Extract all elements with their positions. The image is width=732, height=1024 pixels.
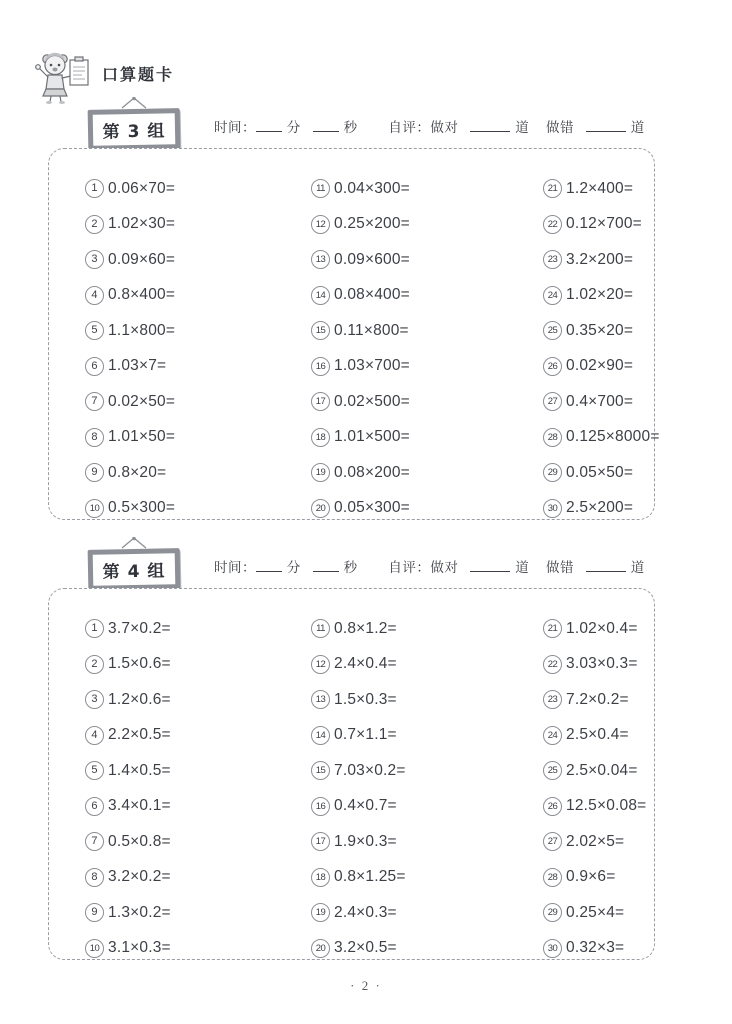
problem-expression[interactable]: 0.5×0.8= [108,832,171,850]
problem-item [85,242,275,278]
problem-number: 25 [543,761,562,780]
problem-item [543,860,732,896]
problem-expression[interactable]: 0.05×50= [566,463,634,481]
problem-expression[interactable]: 0.04×300= [334,179,410,197]
group-badge-3 [88,106,180,150]
minute-blank-4[interactable] [256,571,282,572]
problem-number: 29 [543,903,562,922]
problem-expression[interactable]: 1.4×0.5= [108,761,171,779]
problem-number: 22 [543,215,562,234]
problem-expression[interactable]: 0.25×4= [566,903,625,921]
problem-expression[interactable]: 1.03×700= [334,357,410,375]
problem-number: 28 [543,428,562,447]
problem-item [85,491,275,527]
problem-number: 24 [543,726,562,745]
wrong-blank-4[interactable] [586,571,626,572]
problem-expression[interactable]: 0.8×20= [108,463,167,481]
problem-item [311,349,507,385]
problem-item [543,895,732,931]
problem-number: 18 [311,428,330,447]
problem-column-2 [275,171,507,526]
problem-item [85,931,275,967]
second-unit-3: 秒 [343,120,358,136]
problem-number: 10 [85,939,104,958]
problem-item [85,313,275,349]
problem-expression[interactable]: 0.12×700= [566,215,642,233]
problem-number: 5 [85,321,104,340]
problem-expression[interactable]: 2.02×5= [566,832,625,850]
sign-hook-icon [88,537,180,549]
group-meta-3 [214,116,645,136]
wrong-label-4: 做错 [545,560,574,576]
problem-expression[interactable]: 3.7×0.2= [108,619,171,637]
problem-item [543,718,732,754]
problem-number: 9 [85,463,104,482]
wrong-unit-3: 道 [630,120,645,136]
problem-number: 6 [85,357,104,376]
group-header-3 [0,98,732,154]
problem-item [311,171,507,207]
problem-number: 4 [85,286,104,305]
problem-expression[interactable]: 2.2×0.5= [108,726,171,744]
problem-number: 4 [85,726,104,745]
problem-expression[interactable]: 3.1×0.3= [108,939,171,957]
problem-expression[interactable]: 0.25×200= [334,215,410,233]
problem-expression[interactable]: 1.9×0.3= [334,832,397,850]
problem-number: 20 [311,939,330,958]
problem-expression[interactable]: 3.4×0.1= [108,797,171,815]
problem-expression[interactable]: 0.7×1.1= [334,726,397,744]
problem-number: 12 [311,655,330,674]
problem-expression[interactable]: 1.1×800= [108,321,176,339]
problem-number: 2 [85,655,104,674]
problem-item [311,278,507,314]
problem-item [85,789,275,825]
problem-expression[interactable]: 3.2×200= [566,250,634,268]
problem-number: 30 [543,499,562,518]
problem-item [311,207,507,243]
wrong-unit-4: 道 [630,560,645,576]
problem-item [85,718,275,754]
problem-item [543,384,732,420]
problem-item [311,420,507,456]
problem-number: 3 [85,250,104,269]
problem-item [311,931,507,967]
problem-expression[interactable]: 0.09×60= [108,250,176,268]
problem-expression[interactable]: 3.2×0.5= [334,939,397,957]
problem-number: 23 [543,250,562,269]
correct-blank-4[interactable] [470,571,510,572]
problem-expression[interactable]: 0.32×3= [566,939,625,957]
problem-number: 28 [543,868,562,887]
problem-number: 16 [311,357,330,376]
problem-box-3 [48,148,660,520]
problem-expression[interactable]: 2.5×0.04= [566,761,638,779]
problem-number: 11 [311,179,330,198]
correct-unit-4: 道 [515,560,530,576]
problem-expression[interactable]: 0.9×6= [566,868,616,886]
problem-number: 15 [311,761,330,780]
problem-number: 26 [543,357,562,376]
problem-expression[interactable]: 0.08×200= [334,463,410,481]
problem-item [543,824,732,860]
wrong-blank-3[interactable] [586,131,626,132]
problem-column-1 [49,171,275,526]
problem-expression[interactable]: 2.4×0.4= [334,655,397,673]
problem-item [85,647,275,683]
problem-expression[interactable]: 0.8×1.25= [334,868,406,886]
problem-expression[interactable]: 1.5×0.3= [334,690,397,708]
problem-item [85,753,275,789]
second-blank-3[interactable] [313,131,339,132]
problem-number: 21 [543,619,562,638]
problem-item [85,824,275,860]
problem-item [311,242,507,278]
problem-number: 26 [543,797,562,816]
problem-item [85,171,275,207]
problem-number: 27 [543,832,562,851]
problem-expression[interactable]: 1.2×400= [566,179,634,197]
problem-item [85,895,275,931]
problem-number: 1 [85,619,104,638]
problem-number: 10 [85,499,104,518]
time-label-3: 时间： [214,120,256,136]
minute-unit-4: 分 [286,560,301,576]
problem-expression[interactable]: 1.02×20= [566,286,634,304]
problem-number: 13 [311,690,330,709]
problem-item [311,824,507,860]
self-eval-label-4: 自评：做对 [388,560,459,576]
problem-item [311,789,507,825]
problem-column-2 [275,611,507,966]
problem-item [543,349,732,385]
problem-item [543,611,732,647]
problem-item [85,420,275,456]
problem-expression[interactable]: 1.02×0.4= [566,619,638,637]
sign-hook-icon [88,97,180,109]
problem-expression[interactable]: 1.02×30= [108,215,176,233]
problem-expression[interactable]: 0.06×70= [108,179,176,197]
problem-number: 9 [85,903,104,922]
problem-number: 18 [311,868,330,887]
problem-item [311,647,507,683]
problem-item [85,611,275,647]
group-block-4 [0,538,732,957]
problem-number: 19 [311,903,330,922]
problem-item [311,682,507,718]
problem-item [311,384,507,420]
problem-item [543,789,732,825]
problem-expression[interactable]: 0.05×300= [334,499,410,517]
problem-number: 21 [543,179,562,198]
problem-number: 12 [311,215,330,234]
problem-expression[interactable]: 1.5×0.6= [108,655,171,673]
worksheet-title-row [30,46,174,104]
problem-item [543,313,732,349]
problem-item [543,171,732,207]
problem-number: 11 [311,619,330,638]
problem-number: 22 [543,655,562,674]
wrong-label-3: 做错 [545,120,574,136]
group-block-3 [0,98,732,517]
problem-item [311,860,507,896]
problem-expression[interactable]: 0.08×400= [334,286,410,304]
problem-expression[interactable]: 0.02×90= [566,357,634,375]
problem-item [85,455,275,491]
problem-expression[interactable]: 0.125×8000= [566,428,660,446]
problem-expression[interactable]: 3.2×0.2= [108,868,171,886]
page-number: · 2 · [350,978,382,993]
problem-expression[interactable]: 0.4×700= [566,392,634,410]
problem-expression[interactable]: 12.5×0.08= [566,797,647,815]
problem-expression[interactable]: 1.03×7= [108,357,167,375]
problem-number: 13 [311,250,330,269]
problem-expression[interactable]: 0.02×500= [334,392,410,410]
problem-item [85,349,275,385]
problem-number: 29 [543,463,562,482]
problem-number: 20 [311,499,330,518]
problem-item [85,860,275,896]
problem-item [311,718,507,754]
problem-number: 14 [311,726,330,745]
minute-unit-3: 分 [286,120,301,136]
problem-item [85,384,275,420]
correct-blank-3[interactable] [470,131,510,132]
problem-number: 6 [85,797,104,816]
problem-expression[interactable]: 0.8×400= [108,286,176,304]
problem-number: 17 [311,392,330,411]
group-header-4 [0,538,732,594]
problem-column-1 [49,611,275,966]
problem-number: 23 [543,690,562,709]
group-badge-4 [88,546,180,590]
problem-item [543,753,732,789]
problem-number: 7 [85,832,104,851]
problem-expression[interactable]: 0.8×1.2= [334,619,397,637]
problem-expression[interactable]: 0.02×50= [108,392,176,410]
problem-column-3 [507,611,732,966]
problem-item [543,207,732,243]
time-label-4: 时间： [214,560,256,576]
group-meta-4 [214,556,645,576]
problem-item [311,455,507,491]
problem-number: 8 [85,868,104,887]
problem-number: 3 [85,690,104,709]
problem-item [85,207,275,243]
page-title: 口算题卡 [102,64,175,84]
problem-number: 8 [85,428,104,447]
problem-number: 17 [311,832,330,851]
problem-expression[interactable]: 0.5×300= [108,499,176,517]
problem-number: 30 [543,939,562,958]
problem-item [543,931,732,967]
problem-expression[interactable]: 0.09×600= [334,250,410,268]
problem-number: 5 [85,761,104,780]
problem-item [543,242,732,278]
problem-number: 19 [311,463,330,482]
problem-item [311,895,507,931]
second-unit-4: 秒 [343,560,358,576]
problem-number: 1 [85,179,104,198]
problem-expression[interactable]: 1.3×0.2= [108,903,171,921]
problem-number: 27 [543,392,562,411]
problem-box-4 [48,588,655,960]
problem-expression[interactable]: 3.03×0.3= [566,655,638,673]
problem-item [311,313,507,349]
problem-expression[interactable]: 1.01×500= [334,428,410,446]
problem-item [543,420,732,456]
self-eval-label-3: 自评：做对 [388,120,459,136]
problem-item [543,647,732,683]
problem-expression[interactable]: 2.5×0.4= [566,726,629,744]
group-badge-label-3: 第 3 组 [102,121,166,143]
correct-unit-3: 道 [515,120,530,136]
problem-item [543,682,732,718]
problem-expression[interactable]: 2.4×0.3= [334,903,397,921]
problem-expression[interactable]: 1.01×50= [108,428,176,446]
problem-item [85,278,275,314]
problem-number: 16 [311,797,330,816]
problem-number: 14 [311,286,330,305]
problem-number: 25 [543,321,562,340]
problem-number: 7 [85,392,104,411]
problem-expression[interactable]: 2.5×200= [566,499,634,517]
problem-number: 24 [543,286,562,305]
problem-item [85,682,275,718]
problem-item [311,491,507,527]
problem-item [311,753,507,789]
problem-column-3 [507,171,732,526]
minute-blank-3[interactable] [256,131,282,132]
group-badge-label-4: 第 4 组 [102,561,166,583]
problem-expression[interactable]: 0.11×800= [334,321,409,339]
problem-item [543,278,732,314]
problem-expression[interactable]: 0.4×0.7= [334,797,397,815]
problem-item [543,491,732,527]
problem-item [543,455,732,491]
second-blank-4[interactable] [313,571,339,572]
girl-with-paper-icon [30,46,92,104]
problem-item [311,611,507,647]
problem-number: 2 [85,215,104,234]
problem-expression[interactable]: 7.03×0.2= [334,761,406,779]
problem-expression[interactable]: 1.2×0.6= [108,690,171,708]
problem-expression[interactable]: 0.35×20= [566,321,634,339]
problem-expression[interactable]: 7.2×0.2= [566,690,629,708]
problem-number: 15 [311,321,330,340]
